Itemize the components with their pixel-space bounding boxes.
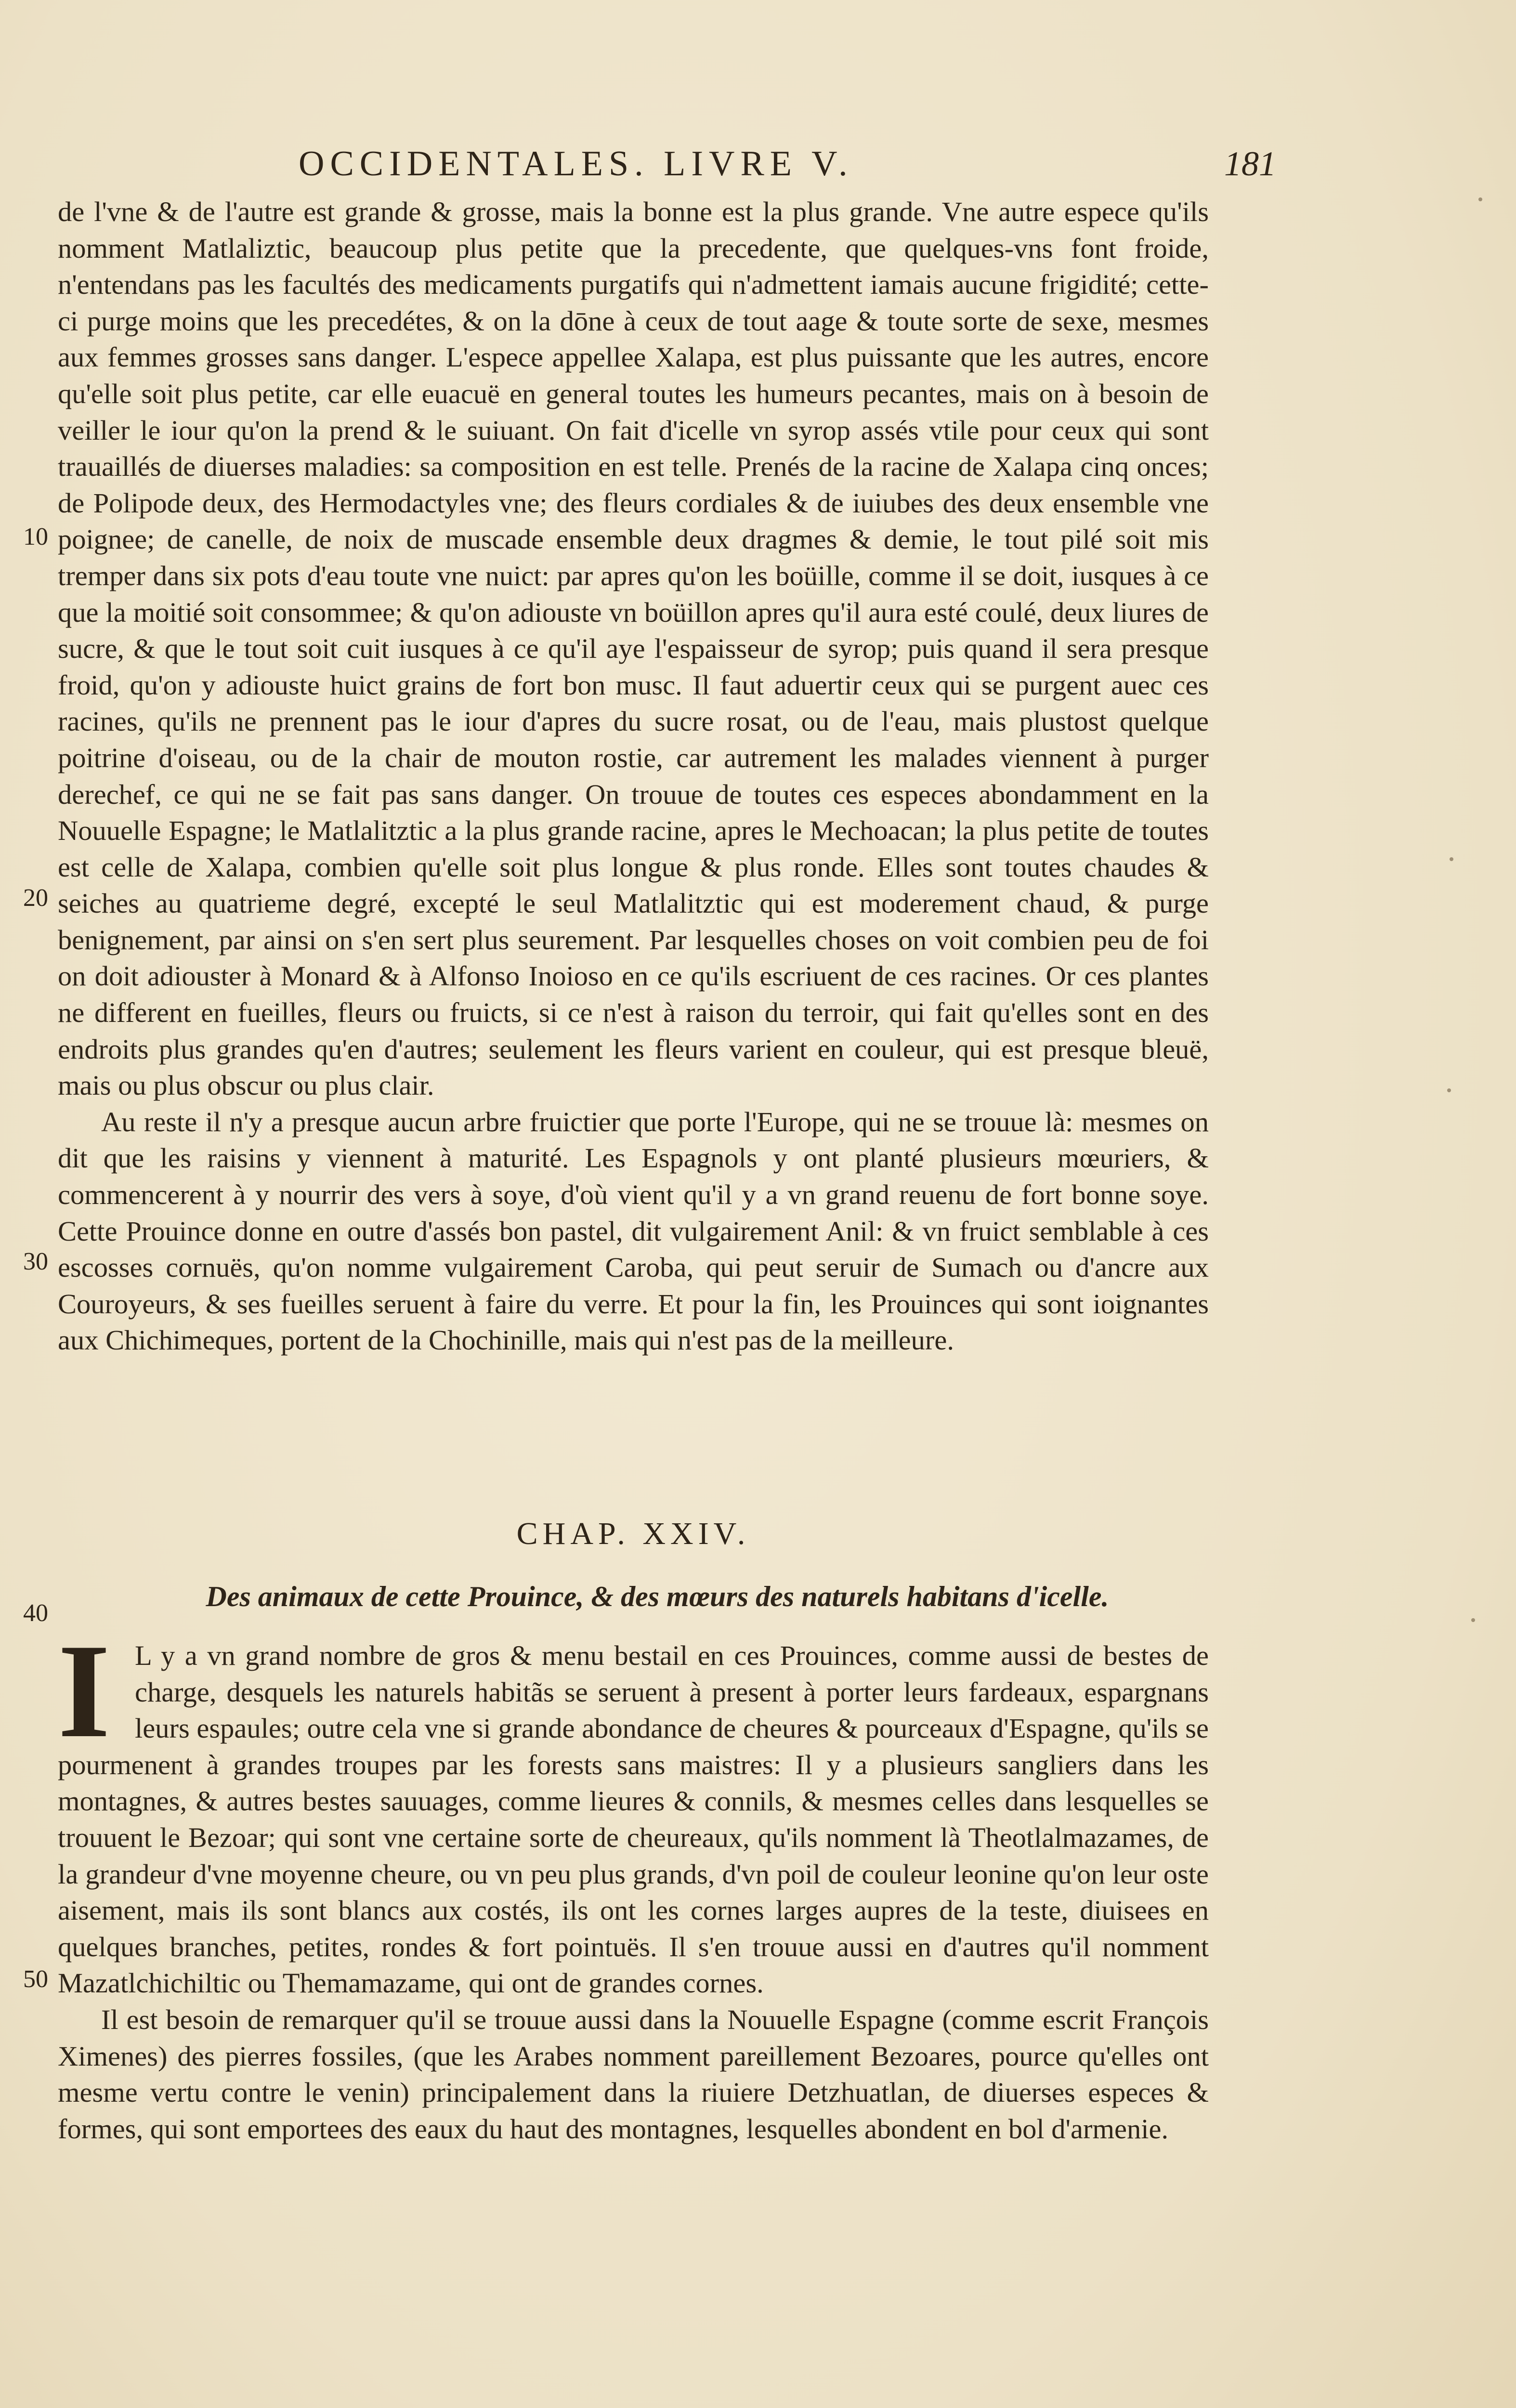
folio-number: 181 — [1224, 144, 1276, 183]
paragraph: Il est besoin de remarquer qu'il se trouue aussi dans la Nouuelle Espagne (comme escrit François Ximenes) des pierres fossiles, (que les Arabes nomment pareillement Bezoares, pource qu'elles ont mesme vertu contre le venin) principalement dans la riuiere Detzhuatlan, de diuerses especes & formes, qui sont emportees des eaux du haut des montagnes, lesquelles abondent en bol d'armenie. — [58, 2003, 1209, 2145]
line-number: 50 — [23, 1965, 48, 1993]
paragraph-text: L y a vn grand nombre de gros & menu bestail en ces Prouinces, comme aussi de bestes de charge, desquels les naturels habitãs se seruent à present à porter leurs fardeaux, espargnans leurs espaules; outre cela vne si grande abondance de cheures & pourceaux d'Espagne, qu'ils se pourmenent à grandes troupes par les forests sans maistres: Il y a plusieurs sangliers dans les montagnes, & autres bestes sauuages, comme lieures & connils, & mesmes celles dans lesquelles se trouuent le Bezoar; qui sont vne certaine sorte de cheureaux, qu'ils nomment là Theotlalmazames, de la grandeur d'vne moyenne cheure, ou vn peu plus grands, d'vn poil de couleur leonine qu'on leur oste aisement, mais ils sont blancs aux costés, ils ont les cornes larges aupres de la teste, diuisees en quelques branches, petites, rondes & fort pointuës. Il s'en trouue aussi en d'autres qu'il nomment Mazatlchichiltic ou Themamazame, qui ont de grandes cornes. — [58, 1640, 1209, 1999]
paper-speck — [1450, 857, 1453, 861]
chapter-text — [58, 1616, 1209, 2147]
paper-speck — [1471, 1618, 1475, 1622]
line-number: 30 — [23, 1248, 48, 1275]
line-number: 10 — [23, 523, 48, 550]
line-number: 40 — [23, 1599, 48, 1627]
paragraph: Au reste il n'y a presque aucun arbre fruictier que porte l'Europe, qui ne se trouue là: mesmes on dit que les raisins y viennent à maturité. Les Espagnols y ont planté plusieurs mœuriers, & commencerent à y nourrir des vers à soye, d'où vient qu'il y a vn grand reuenu de fort bonne soye. Cette Prouince donne en outre d'assés bon pastel, dit vulgairement Anil: & vn fruict semblable à ces escosses cornuës, qu'on nomme vulgairement Caroba, qui peut seruir de Sumach ou d'ancre aux Couroyeurs, & ses fueilles seruent à faire du verre. Et pour la fin, les Prouinces qui sont ioignantes aux Chichimeques, portent de la Chochinille, mais qui n'est pas de la meilleure. — [58, 1106, 1209, 1356]
chapter-subtitle: Des animaux de cette Prouince, & des mœurs des naturels habitans d'icelle. — [206, 1581, 1109, 1612]
running-title: OCCIDENTALES. LIVRE V. — [299, 144, 853, 183]
line-number: 20 — [23, 884, 48, 912]
page-header — [299, 140, 1276, 193]
drop-cap: I — [58, 1616, 110, 1766]
paragraph: de l'vne & de l'autre est grande & grosse, mais la bonne est la plus grande. Vne autre espece qu'ils nomment Matlaliztic, beaucoup plus petite que la precedente, que quelques-vns font froide, n'entendans pas les facultés des medicaments purgatifs qui n'admettent iamais aucune frigidité; cette-ci purge moins que les precedétes, & on la dōne à ceux de tout aage & toute sorte de sexe, mesmes aux femmes grosses sans danger. L'espece appellee Xalapa, est plus puissante que les autres, encore qu'elle soit plus petite, car elle euacuë en general toutes les humeurs pecantes, mais on à besoin de veiller le iour qu'on la prend & le suiuant. On fait d'icelle vn syrop assés vtile pour ceux qui sont trauaillés de diuerses maladies: sa composition en est telle. Prenés de la racine de Xalapa cinq onces; de Polipode deux, des Hermodactyles vne; des fleurs cordiales & de iuiubes des deux ensemble vne poignee; de canelle, de noix de muscade ensemble deux dragmes & demie, le tout pilé soit mis tremper dans six pots d'eau toute vne nuict: par apres qu'on les boüille, comme il se doit, iusques à ce que la moitié soit consommee; & qu'on adiouste vn boüillon apres qu'il aura esté coulé, deux liures de sucre, & que le tout soit cuit iusques à ce qu'il aye l'espaisseur de syrop; puis quand il sera presque froid, qu'on y adiouste huict grains de fort bon musc. Il faut aduertir ceux qui se purgent auec ces racines, qu'ils ne prennent pas le iour d'apres du sucre rosat, ou de l'eau, mais plustost quelque poitrine d'oiseau, ou de la chair de mouton rostie, car autrement les malades viennent à purger derechef, ce qui ne se fait pas sans danger. On trouue de toutes ces especes abondamment en la Nouuelle Espagne; le Matlalitztic a la plus grande racine, apres le Mechoacan; la plus petite de toutes est celle de Xalapa, combien qu'elle soit plus longue & plus ronde. Elles sont toutes chaudes & seiches au quatrieme degré, excepté le seul Matlalitztic qui est moderement chaud, & purge benignement, par ainsi on s'en sert plus seurement. Par lesquelles choses on voit combien peu de foi on doit adiouster à Monard & à Alfonso Inoioso en ce qu'ils escriuent de ces racines. Or ces plantes ne different en fueilles, fleurs ou fruicts, si ce n'est à raison du terroir, qui fait qu'elles sont en des endroits plus grandes qu'en d'autres; seulement les fleurs varient en couleur, qui est presque bleuë, mais ou plus obscur ou plus clair. — [58, 196, 1209, 1101]
main-text — [58, 194, 1209, 1359]
paper-speck — [1478, 197, 1482, 201]
chapter-heading: CHAP. XXIV. — [516, 1516, 750, 1551]
paper-speck — [1447, 1088, 1451, 1092]
paragraph — [58, 1616, 1209, 2002]
